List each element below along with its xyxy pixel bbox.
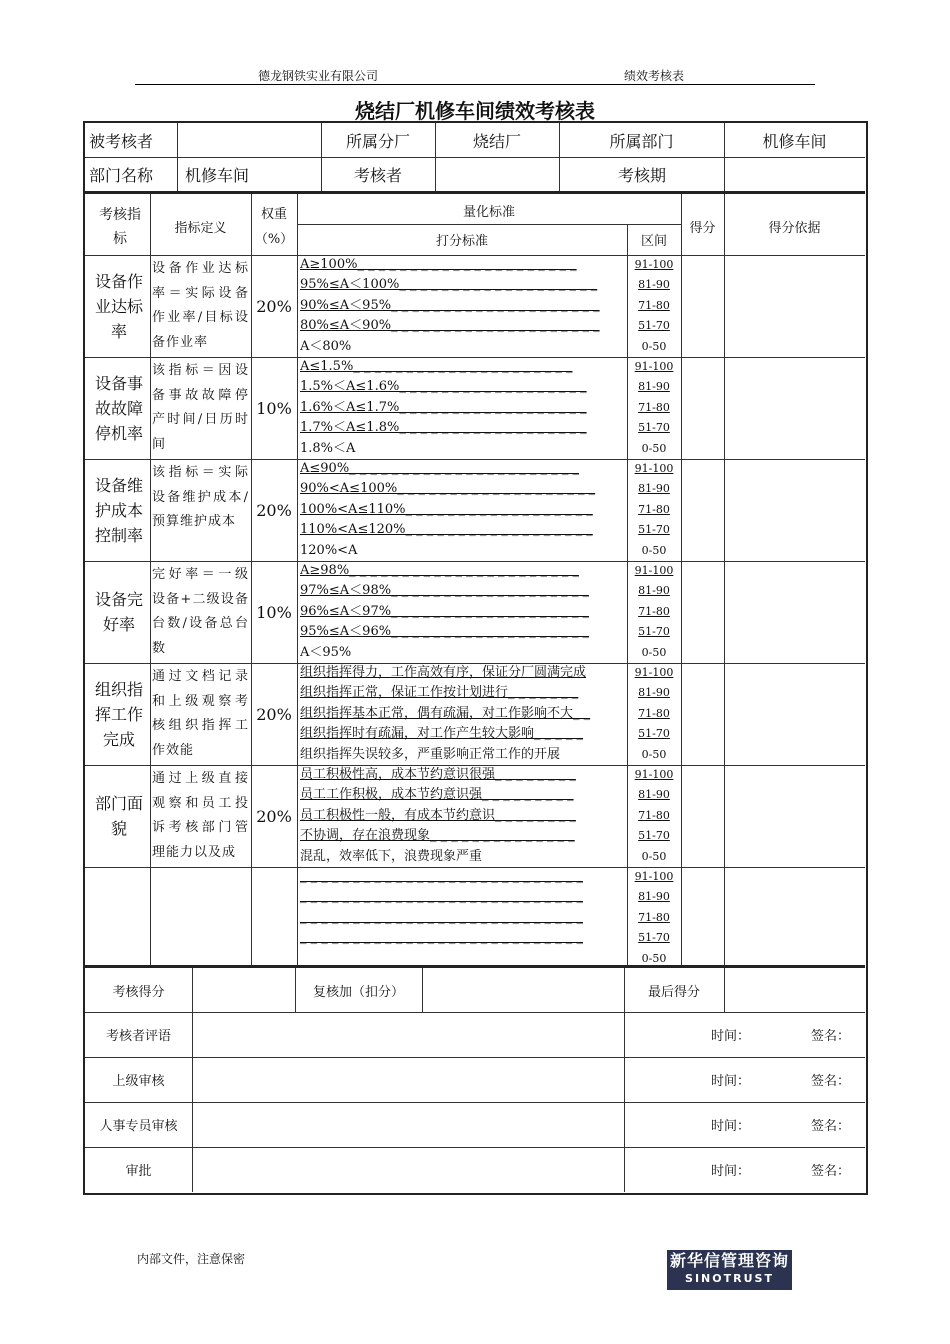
criteria-line: _ _ _ _ _ _ _ _ _ _ _ _ _ _ _ _ _ _ _ _ _ _ _ _ _ _ _ [300,889,583,905]
range-value: 91-100 [634,564,674,577]
criteria-line: 组织指挥正常，保证工作按计划进行_ _ _ _ _ _ _ [300,685,579,701]
grid-vline [297,194,298,968]
indicator-weight: 20% [256,704,292,724]
indicator-weight: 10% [256,398,292,418]
dept-name-value[interactable]: 机修车间 [185,165,250,185]
grid-vline [177,157,178,191]
criteria-line: 97%≤A＜98%_ _ _ _ _ _ _ _ _ _ _ _ _ _ _ _ _ _ _ [300,583,589,599]
sinotrust-logo [667,1250,792,1290]
range-value: 51-70 [638,625,670,639]
dept-name-label: 部门名称 [89,165,154,185]
approval-time-label: 时间： [711,1074,751,1089]
criteria-line: A≥98%_ _ _ _ _ _ _ _ _ _ _ _ _ _ _ _ _ _ _ _ _ _ [300,563,579,578]
criteria-line: 1.6%＜A≤1.7%_ _ _ _ _ _ _ _ _ _ _ _ _ _ _ _ _ _ [300,399,587,415]
range-value: 71-80 [638,706,670,720]
final-value[interactable] [724,968,865,1012]
range-value: 81-90 [638,482,670,496]
final-label: 最后得分 [647,984,700,1000]
criteria-line: 1.8%＜A [300,440,356,456]
indicator-definition: 该指标＝因设备事故故障停产时间/日历时间 [152,363,249,452]
criteria-line: 组织指挥得力，工作高效有序，保证分厂圆满完成 [300,665,587,680]
approval-comment-area[interactable] [192,1102,624,1147]
basis-cell[interactable] [724,765,865,867]
recheck-label: 复核加（扣分） [312,984,404,1000]
dept-value[interactable]: 机修车间 [762,131,827,151]
criteria-line: 员工积极性高，成本节约意识很强_ _ _ _ _ _ _ _ [300,767,576,782]
indicator-definition: 通过文档记录和上级观察考核组织指挥工作效能 [152,669,249,758]
range-value: 0-50 [641,747,667,761]
assessee-value[interactable] [177,123,321,157]
company-name: 德龙钢铁实业有限公司 [258,69,379,83]
score-cell[interactable] [681,867,724,969]
criteria-line: _ _ _ _ _ _ _ _ _ _ _ _ _ _ _ _ _ _ _ _ _ _ _ _ _ _ _ [300,930,583,946]
range-value: 71-80 [638,910,670,924]
indicator-weight: 20% [256,500,292,520]
indicator-name [89,867,149,969]
col-indicator: 考核指标 [99,207,141,247]
score-cell[interactable] [681,663,724,765]
approval-comment-area[interactable] [192,1147,624,1192]
criteria-line: 组织指挥时有疏漏，对工作产生较大影响_ _ _ _ _ [300,726,584,742]
range-value: 71-80 [638,604,670,618]
criteria-line: 组织指挥基本正常，偶有疏漏，对工作影响不大_ _ [300,705,591,721]
range-value: 0-50 [641,441,667,455]
assessor-label: 考核者 [353,165,402,185]
range-value: 91-100 [634,258,674,271]
criteria-line: 95%≤A＜96%_ _ _ _ _ _ _ _ _ _ _ _ _ _ _ _ _ _ _ [300,624,589,640]
approval-sign-label: 签名： [811,1074,851,1089]
range-value: 81-90 [638,584,670,598]
indicator-definition [152,867,249,969]
score-cell[interactable] [681,561,724,663]
criteria-line: A≥100%_ _ _ _ _ _ _ _ _ _ _ _ _ _ _ _ _ _ _ _ _ [300,257,577,272]
approval-sign-label: 签名： [811,1164,851,1179]
range-value: 71-80 [638,298,670,312]
criteria-line: A≤90%_ _ _ _ _ _ _ _ _ _ _ _ _ _ _ _ _ _ _ _ _ _ [300,461,579,476]
approval-label: 上级审核 [112,1074,165,1089]
indicator-name: 设备作业达标率 [94,271,143,341]
basis-cell[interactable] [724,867,865,969]
basis-cell[interactable] [724,255,865,357]
header-divider [135,84,815,85]
approval-time-label: 时间： [711,1029,751,1044]
approval-sign-label: 签名： [811,1029,851,1044]
indicator-weight: 20% [256,806,292,826]
range-value: 91-100 [634,666,674,679]
criteria-line: 90%<A≤100%_ _ _ _ _ _ _ _ _ _ _ _ _ _ _ _ _ _ _ [300,481,596,497]
col-basis: 得分依据 [768,221,821,236]
branch-label: 所属分厂 [345,131,410,151]
indicator-name: 组织指挥工作完成 [94,679,143,749]
indicator-name: 设备事故故障停机率 [94,373,143,443]
criteria-line: 1.7%＜A≤1.8%_ _ _ _ _ _ _ _ _ _ _ _ _ _ _ _ _ _ [300,420,587,436]
range-value: 91-100 [634,768,674,781]
approval-comment-area[interactable] [192,1057,624,1102]
approval-label: 考核者评语 [105,1029,171,1044]
criteria-line: 组织指挥失误较多，严重影响正常工作的开展 [300,746,561,762]
period-value[interactable] [724,157,865,191]
grid-vline [624,1012,625,1192]
approval-label: 人事专员审核 [99,1119,178,1134]
col-weight: 权重 [260,206,287,222]
indicator-definition: 完好率＝一级设备+二级设备台数/设备总台数 [152,567,249,656]
criteria-line: 员工工作积极，成本节约意识强_ _ _ _ _ _ _ _ _ [300,787,574,803]
confidential-note: 内部文件，注意保密 [137,1252,246,1266]
range-value: 0-50 [641,951,667,965]
range-value: 81-90 [638,788,670,802]
range-value: 51-70 [638,931,670,945]
criteria-line: _ _ _ _ _ _ _ _ _ _ _ _ _ _ _ _ _ _ _ _ _ _ _ _ _ _ _ [300,869,583,884]
branch-value[interactable]: 烧结厂 [472,131,521,151]
range-value: 0-50 [641,339,667,353]
assessee-label: 被考核者 [89,131,154,151]
indicator-weight [251,867,297,969]
criteria-line [300,949,625,969]
range-value: 0-50 [641,543,667,557]
grid-vline [150,194,151,968]
approval-time-label: 时间： [711,1119,751,1134]
dept-label: 所属部门 [609,131,674,151]
assessor-value[interactable] [435,157,559,191]
indicator-name: 设备完好率 [94,590,143,634]
score-cell[interactable] [681,357,724,459]
score-cell[interactable] [681,459,724,561]
range-value: 71-80 [638,502,670,516]
criteria-line: 100%<A≤110%_ _ _ _ _ _ _ _ _ _ _ _ _ _ _ _ _ _ [300,501,593,517]
indicator-definition: 通过上级直接观察和员工投诉考核部门管理能力以及成 [152,771,249,860]
basis-cell[interactable] [724,561,865,663]
range-value: 0-50 [641,645,667,659]
range-value: 71-80 [638,808,670,822]
range-value: 81-90 [638,380,670,394]
range-value: 51-70 [638,523,670,537]
indicator-weight: 10% [256,602,292,622]
criteria-line: 95%≤A＜100%_ _ _ _ _ _ _ _ _ _ _ _ _ _ _ _ _ _ _ [300,277,598,293]
criteria-line: 80%≤A＜90%_ _ _ _ _ _ _ _ _ _ _ _ _ _ _ _ _ _ _ _ [300,318,600,334]
criteria-line: 96%≤A＜97%_ _ _ _ _ _ _ _ _ _ _ _ _ _ _ _ _ _ _ [300,603,589,619]
range-value: 91-100 [634,360,674,373]
col-weight-unit: （%） [254,231,294,247]
page-title: 烧结厂机修车间绩效考核表 [355,99,595,123]
recheck-value[interactable] [422,968,624,1012]
approval-label: 审批 [125,1164,152,1179]
range-value: 71-80 [638,400,670,414]
approval-sign-label: 签名： [811,1119,851,1134]
criteria-line: 不协调，存在浪费现象_ _ _ _ _ _ _ _ _ _ _ _ _ _ [300,828,575,844]
range-value: 0-50 [641,849,667,863]
indicator-name: 部门面貌 [94,794,143,838]
indicator-name: 设备维护成本控制率 [94,475,143,545]
range-value: 81-90 [638,278,670,292]
col-range: 区间 [640,234,667,249]
criteria-line: A≤1.5%_ _ _ _ _ _ _ _ _ _ _ _ _ _ _ _ _ _ _ _ _ [300,359,573,374]
indicator-definition: 该指标＝实际设备维护成本/预算维护成本 [152,465,249,529]
criteria-line: 1.5%＜A≤1.6%_ _ _ _ _ _ _ _ _ _ _ _ _ _ _ _ _ _ [300,379,587,395]
range-value: 91-100 [634,462,674,475]
score-label: 考核得分 [112,984,165,1000]
range-value: 51-70 [638,727,670,741]
approval-comment-area[interactable] [192,1012,624,1057]
basis-cell[interactable] [724,357,865,459]
criteria-line: 混乱，效率低下，浪费现象严重 [300,848,483,864]
criteria-line: _ _ _ _ _ _ _ _ _ _ _ _ _ _ _ _ _ _ _ _ _ _ _ _ _ _ _ [300,909,583,925]
score-cell[interactable] [681,255,724,357]
range-value: 91-100 [634,870,674,883]
basis-cell[interactable] [724,459,865,561]
score-value[interactable] [192,968,295,1012]
logo-en-text: SINOTRUST [685,1272,774,1285]
indicator-definition: 设备作业达标率＝实际设备作业率/目标设备作业率 [152,261,249,350]
range-value: 51-70 [638,829,670,843]
col-definition: 指标定义 [174,221,227,236]
range-value: 81-90 [638,686,670,700]
approval-time-label: 时间： [711,1164,751,1179]
range-value: 51-70 [638,421,670,435]
score-cell[interactable] [681,765,724,867]
criteria-line: A＜80% [300,338,352,354]
range-value: 51-70 [638,319,670,333]
criteria-line: 110%<A≤120%_ _ _ _ _ _ _ _ _ _ _ _ _ _ _ _ _ _ [300,522,593,538]
criteria-line: A＜95% [300,644,352,660]
criteria-line: 120%<A [300,542,358,558]
period-label: 考核期 [617,165,666,185]
criteria-line: 90%≤A＜95%_ _ _ _ _ _ _ _ _ _ _ _ _ _ _ _ _ _ _ _ [300,297,600,313]
document-type: 绩效考核表 [624,69,685,83]
grid-vline [627,224,628,968]
grid-hline [85,191,865,194]
assessment-form [83,121,868,1195]
logo-cn-text: 新华信管理咨询 [669,1251,789,1270]
col-quant: 量化标准 [462,205,515,220]
criteria-line: 员工积极性一般，有成本节约意识_ _ _ _ _ _ _ _ [300,807,576,823]
basis-cell[interactable] [724,663,865,765]
col-score: 得分 [689,221,716,236]
range-value: 81-90 [638,890,670,904]
col-criteria: 打分标准 [435,234,488,249]
indicator-weight: 20% [256,296,292,316]
